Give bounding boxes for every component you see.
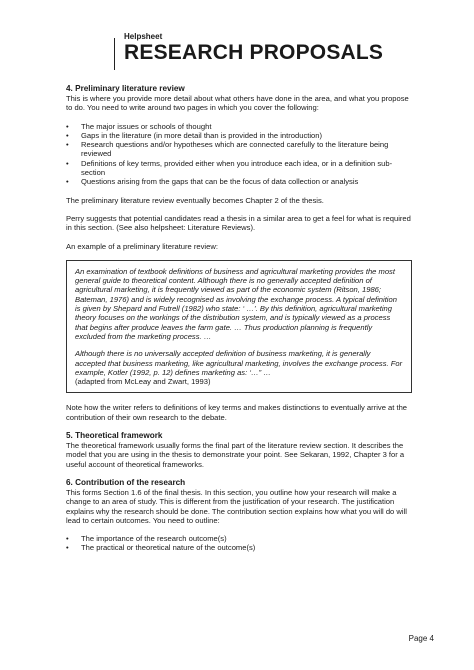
- bullet-icon: •: [66, 130, 69, 140]
- list-item: • Research questions and/or hypotheses which are connected carefully to the literature being reviewed: [66, 140, 389, 159]
- section-6-bullet-list: [66, 534, 412, 553]
- bullet-icon: •: [66, 121, 69, 131]
- list-item: • The importance of the research outcome(s): [66, 534, 227, 544]
- list-item: • Gaps in the literature (in more detail than is provided in the introduction): [66, 130, 323, 140]
- document-body: [66, 84, 412, 562]
- section-4-heading: 4. Preliminary literature review: [66, 84, 185, 93]
- list-item: • The practical or theoretical nature of the outcome(s): [66, 543, 256, 553]
- example-intro: An example of a preliminary literature review:: [66, 241, 218, 251]
- example-paragraph-1: An examination of textbook definitions of business and agricultural marketing provides the most general guide to theoretical content. Although there is no generally accepted definition of agricultural marketing, it is frequently viewed as part of the economic system (Ritson, 1986; Bateman, 1976) and is widely recognised as involving the exchange process. A typical definition is given by Shepard and Futrell (1982) who state: ‘ …’. By this definition, agricultural marketing theory focuses on the workings of the distribution system, and is typically viewed as a process that begins after produce leaves the farm gate. … Thus production planning is frequently excluded from the marketing process. …: [75, 266, 397, 341]
- section-6-body: This forms Section 1.6 of the final thesis. In this section, you outline how your research will make a change to an area of study. This is different from the justification of your research. The justification explains why the research should be done. The contribution section explains how what you will do will lead to certain outcomes. You need to outline:: [66, 487, 407, 525]
- list-item: • Definitions of key terms, provided either when you introduce each idea, or in a definition sub-section: [66, 158, 393, 178]
- note-paragraph: Note how the writer refers to definitions of key terms and makes distinctions to eventually arrive at the contribution of their own research to the debate.: [66, 403, 408, 422]
- page-number: Page 4: [408, 634, 434, 643]
- bullet-icon: •: [66, 140, 69, 150]
- title-rule: [114, 38, 115, 70]
- page-title: RESEARCH PROPOSALS: [124, 41, 384, 64]
- helpsheet-label: Helpsheet: [124, 32, 163, 41]
- example-paragraph-2-text: Although there is no universally accepted definition of business marketing, it is generally accepted that business marketing, like agricultural marketing, involves the exchange process. For example, Kotler (1992, p. 12) defines marketing as: ‘…” …: [75, 349, 403, 377]
- bullet-icon: •: [66, 534, 69, 544]
- perry-paragraph: Perry suggests that potential candidates read a thesis in a similar area to get a feel for what is required in this section. (See also helpsheet: Literature Reviews).: [66, 213, 411, 233]
- example-paragraph-2: [75, 349, 403, 386]
- list-item: • The major issues or schools of thought: [66, 121, 212, 131]
- section-6-heading: 6. Contribution of the research: [66, 477, 186, 487]
- example-box: [66, 260, 412, 394]
- section-5-body: The theoretical framework usually forms the final part of the literature review section. It describes the model that you are using in the thesis to demonstrate your point. See Sekaran, 1992, Chapter 3 for a useful account of theoretical frameworks.: [66, 441, 405, 469]
- section-4-intro: This is where you provide more detail about what others have done in the area, and what you propose to do. You need to write around two pages in which you cover the following:: [66, 94, 409, 113]
- list-item: • Questions arising from the gaps that can be the focus of data collection or analysis: [66, 177, 359, 187]
- bullet-icon: •: [66, 543, 69, 553]
- bullet-icon: •: [66, 177, 69, 187]
- section-4-bullet-list: [66, 122, 412, 187]
- example-citation: (adapted from McLeay and Zwart, 1993): [75, 377, 211, 387]
- chapter-paragraph: The preliminary literature review eventually becomes Chapter 2 of the thesis.: [66, 195, 324, 205]
- bullet-icon: •: [66, 158, 69, 168]
- section-5-heading: 5. Theoretical framework: [66, 431, 163, 441]
